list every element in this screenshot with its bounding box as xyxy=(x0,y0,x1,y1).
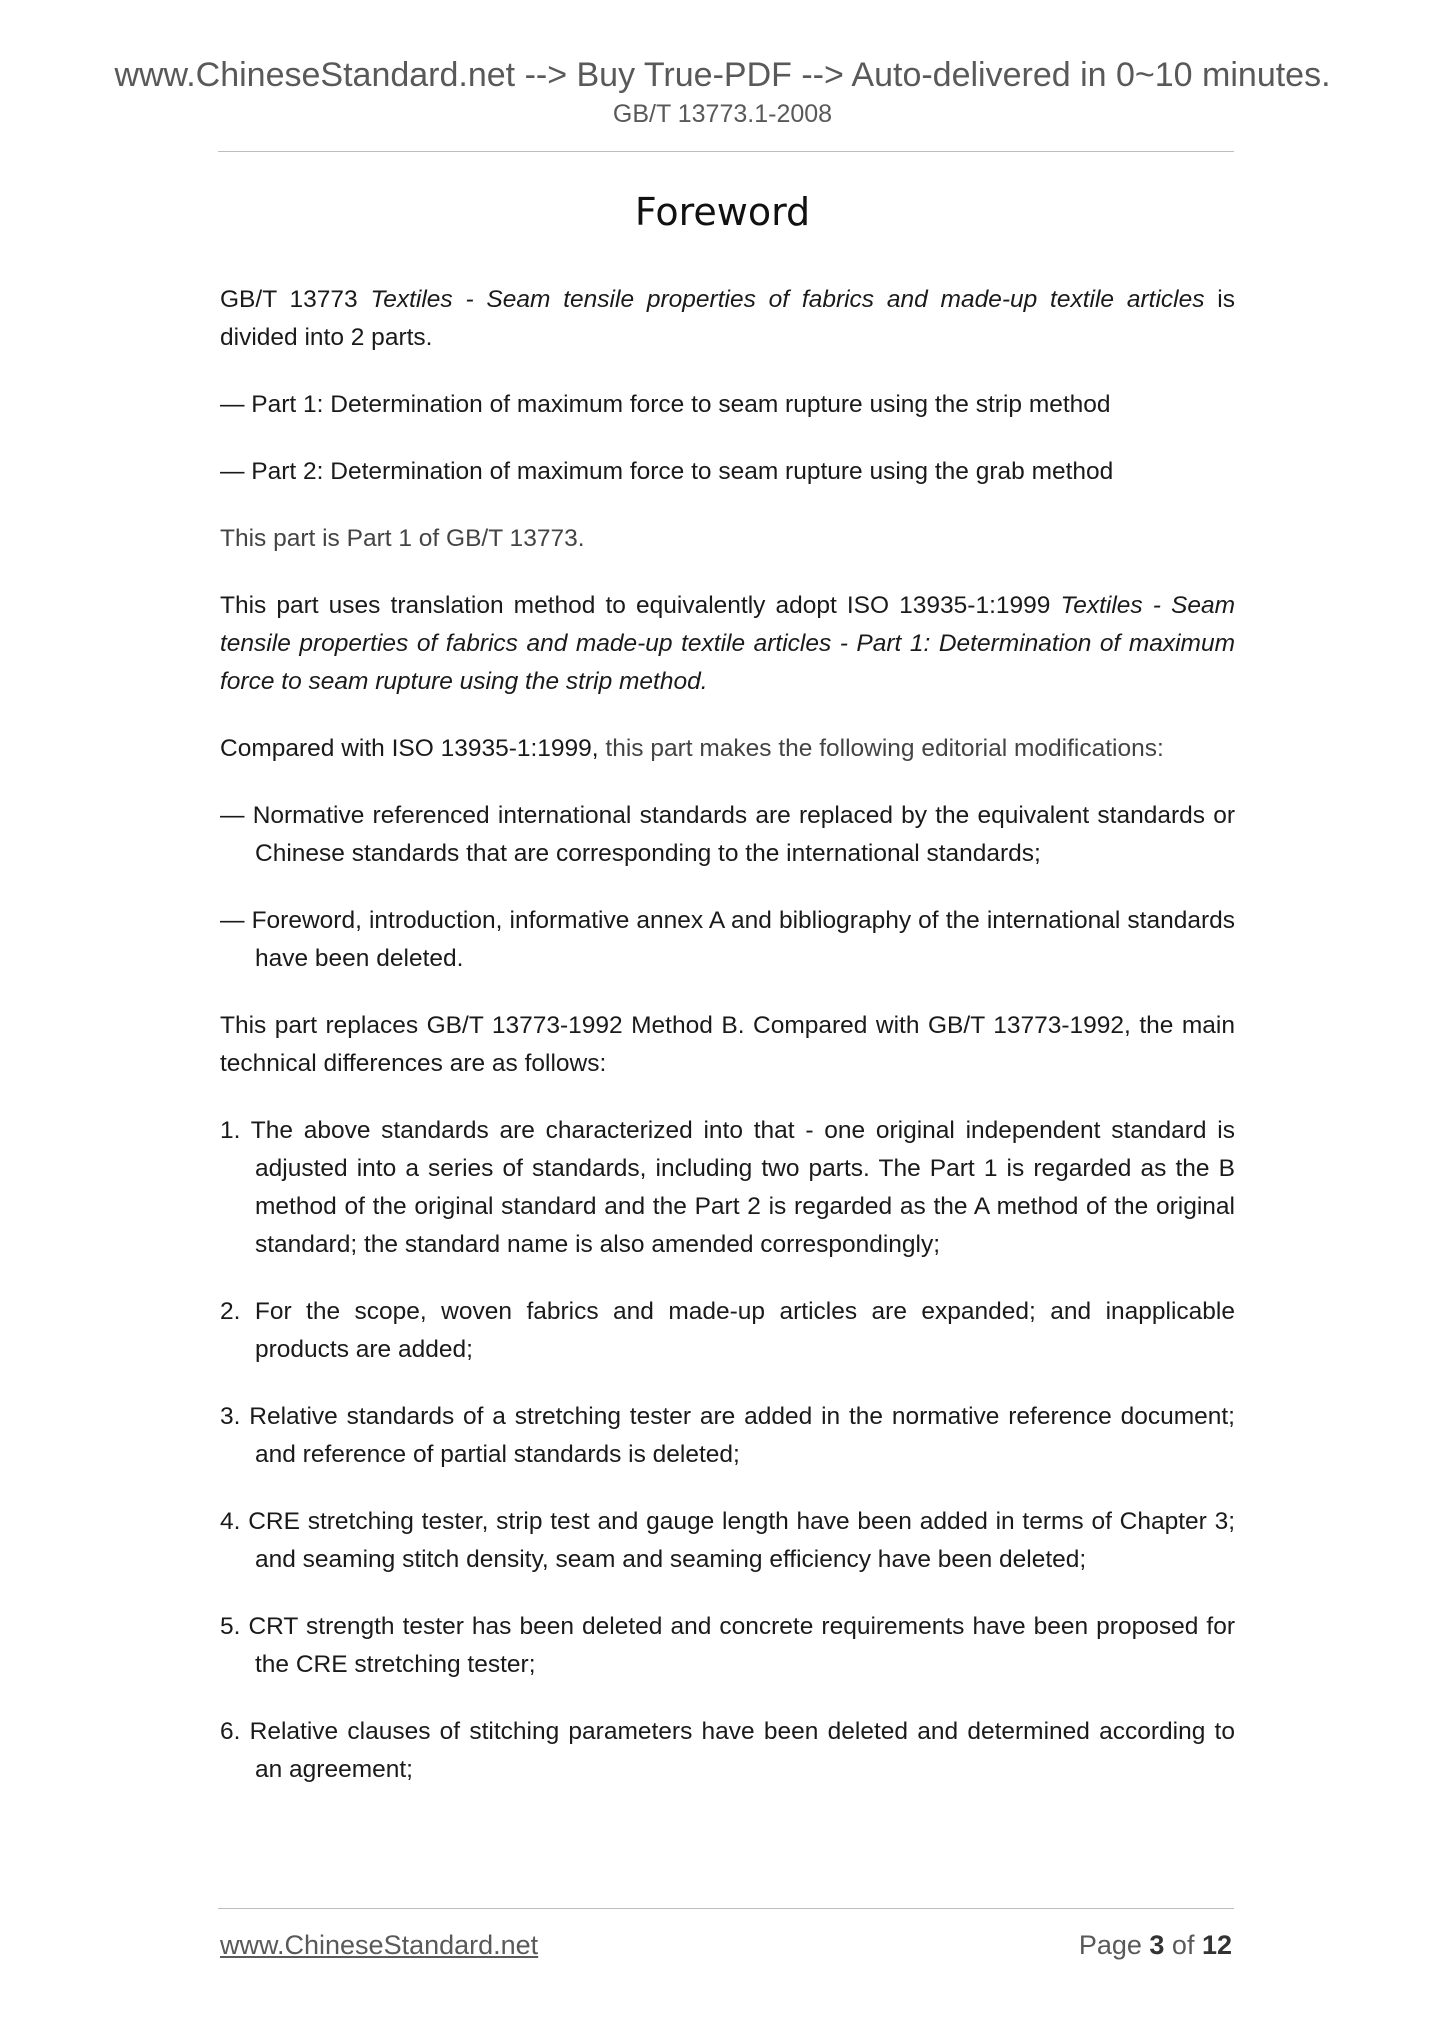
compared-suffix: this part makes the following editorial modifications: xyxy=(598,735,1164,762)
part-item: — Part 1: Determination of maximum force to seam rupture using the strip method xyxy=(220,391,1111,418)
page-total: 12 xyxy=(1201,1930,1232,1960)
document-body xyxy=(220,281,1235,1818)
intro-title: Textiles - Seam tensile properties of fabrics and made-up textile articles xyxy=(370,286,1205,313)
intro-paragraph xyxy=(220,281,1235,357)
standard-code: GB/T 13773.1-2008 xyxy=(612,100,833,128)
editorial-mod-item: — Foreword, introduction, informative annex A and bibliography of the international standards have been deleted. xyxy=(220,907,1235,972)
difference-item: 1. The above standards are characterized into that - one original independent standard is adjusted into a series of standards, including two parts. The Part 1 is regarded as the B method of the original standard and the Part 2 is regarded as the A method of the original standard; the standard name is also amended correspondingly; xyxy=(220,1117,1235,1258)
page-title: Foreword xyxy=(634,190,811,234)
footer-divider xyxy=(218,1908,1234,1909)
adoption-prefix: This part uses translation method to equivalently adopt ISO 13935-1:1999 xyxy=(220,592,1061,619)
page-of: of xyxy=(1164,1930,1202,1960)
header-link[interactable]: www.ChineseStandard.net --> Buy True-PDF --> Auto-delivered in 0~10 minutes. xyxy=(114,56,1331,94)
compared-paragraph xyxy=(220,730,1235,768)
page-number xyxy=(1079,1930,1232,1961)
header-divider xyxy=(218,151,1234,152)
difference-item: 6. Relative clauses of stitching parameters have been deleted and determined according to an agreement; xyxy=(220,1718,1235,1783)
page-current: 3 xyxy=(1149,1930,1165,1960)
difference-item: 4. CRE stretching tester, strip test and gauge length have been added in terms of Chapter 3; and seaming stitch density, seam and seaming efficiency have been deleted; xyxy=(220,1508,1235,1573)
intro-prefix: GB/T 13773 xyxy=(220,286,371,313)
difference-item: 3. Relative standards of a stretching tester are added in the normative reference document; and reference of partial standards is deleted; xyxy=(220,1403,1235,1468)
page-label: Page xyxy=(1078,1930,1150,1960)
intro-suffix: is divided into 2 parts. xyxy=(220,286,1235,351)
footer-link[interactable]: www.ChineseStandard.net xyxy=(220,1930,539,1960)
replaces-paragraph: This part replaces GB/T 13773-1992 Method B. Compared with GB/T 13773-1992, the main technical differences are as follows: xyxy=(220,1012,1235,1077)
compared-prefix: Compared with ISO 13935-1:1999, xyxy=(220,735,599,762)
part-item: — Part 2: Determination of maximum force to seam rupture using the grab method xyxy=(220,458,1114,485)
difference-item: 2. For the scope, woven fabrics and made-up articles are expanded; and inapplicable products are added; xyxy=(220,1298,1235,1363)
difference-item: 5. CRT strength tester has been deleted and concrete requirements have been proposed for the CRE stretching tester; xyxy=(220,1613,1235,1678)
adoption-paragraph xyxy=(220,587,1235,701)
editorial-mod-item: — Normative referenced international standards are replaced by the equivalent standards or Chinese standards that are corresponding to the international standards; xyxy=(220,802,1235,867)
adoption-title: Textiles - Seam tensile properties of fabrics and made-up textile articles - Part 1: Determination of maximum force to seam rupture using the strip method. xyxy=(220,592,1236,695)
this-part-paragraph: This part is Part 1 of GB/T 13773. xyxy=(220,525,585,552)
